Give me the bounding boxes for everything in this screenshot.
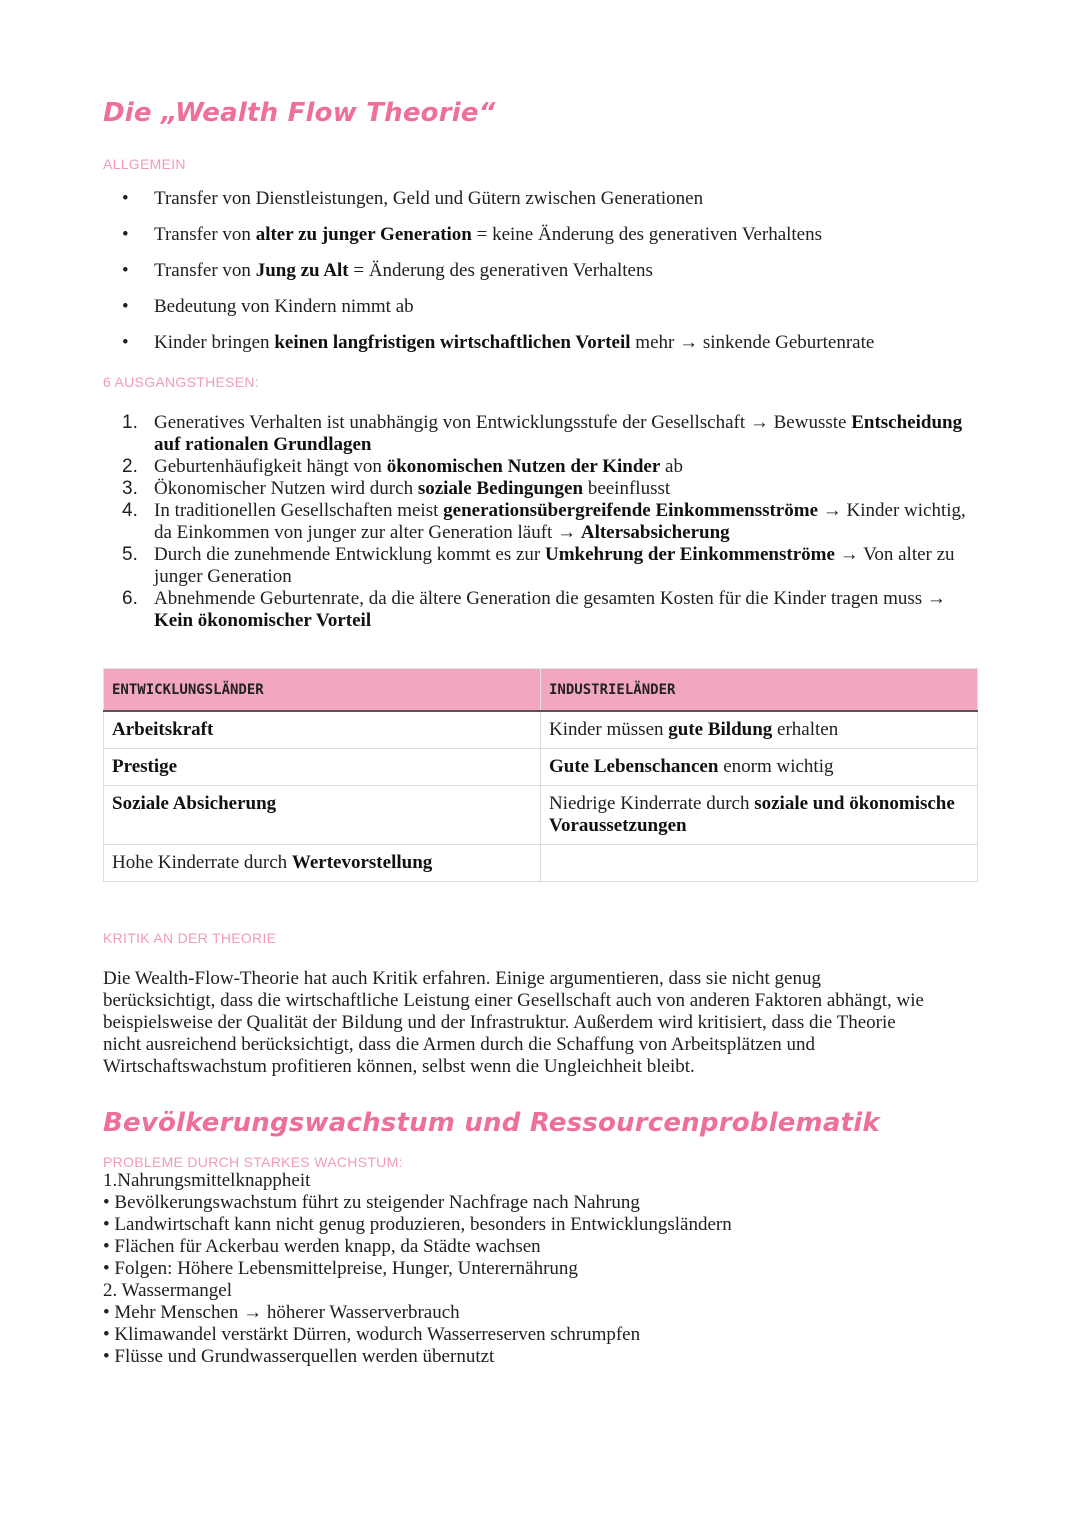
header-entwicklungslaender: ENTWICKLUNGSLÄNDER: [104, 669, 541, 712]
bold-text: keinen langfristigen wirtschaftlichen Vorteil: [274, 332, 631, 353]
document-page: [103, 98, 978, 1368]
text-span: Transfer von: [154, 224, 256, 245]
text-span: Transfer von: [154, 260, 256, 281]
problem-line: • Flächen für Ackerbau werden knapp, da Städte wachsen: [103, 1236, 541, 1257]
table-cell: [541, 845, 978, 882]
problem-line: 1.Nahrungsmittelknappheit: [103, 1170, 311, 1191]
problem-line: • Klimawandel verstärkt Dürren, wodurch Wasserreserven schrumpfen: [103, 1324, 641, 1345]
list-item: [103, 478, 978, 500]
list-item: [103, 544, 978, 588]
list-number: 1.: [122, 412, 138, 433]
table-cell: [541, 749, 978, 786]
paragraph-line: Die Wealth-Flow-Theorie hat auch Kritik erfahren. Einige argumentieren, dass sie nicht genug: [103, 968, 821, 989]
table-cell: [104, 845, 541, 882]
list-item: [103, 332, 978, 368]
list-item: [103, 224, 978, 260]
text-span: In traditionellen Gesellschaften meist: [154, 500, 444, 521]
bold-text: alter zu junger Generation: [255, 224, 472, 245]
text-span: ab: [660, 456, 683, 477]
text-span: Kinder bringen: [154, 332, 275, 353]
paragraph-line: berücksichtigt, dass die wirtschaftliche Leistung einer Gesellschaft auch von anderen Faktoren abhängt, wie: [103, 990, 924, 1011]
text-span: enorm wichtig: [718, 756, 834, 777]
text-span: Ökonomischer Nutzen wird durch: [154, 478, 418, 499]
text-span: Bedeutung von Kindern nimmt ab: [154, 296, 414, 317]
title-wealth-flow: Die „Wealth Flow Theorie“: [103, 98, 496, 128]
text-span: Transfer von Dienstleistungen, Geld und Gütern zwischen Generationen: [154, 188, 704, 209]
table-cell: [104, 786, 541, 845]
list-item: [103, 456, 978, 478]
list-number: 5.: [122, 544, 138, 565]
bold-text: Entscheidung auf rationalen Grundlagen: [154, 412, 963, 455]
list-item: [103, 500, 978, 544]
text-span: = Änderung des generativen Verhaltens: [348, 260, 653, 281]
label-kritik: KRITIK AN DER THEORIE: [103, 930, 277, 946]
list-item: [103, 260, 978, 296]
list-number: 4.: [122, 500, 138, 521]
text-span: = keine Änderung des generativen Verhaltens: [471, 224, 823, 245]
table-row: [104, 786, 978, 845]
table-cell: [104, 749, 541, 786]
comparison-table: [103, 668, 978, 882]
text-span: Kinder müssen: [549, 719, 669, 740]
bold-text: Altersabsicherung: [580, 522, 730, 543]
bold-text: → Kein ökonomischer Vorteil: [154, 588, 946, 631]
paragraph-line: Wirtschaftswachstum profitieren können, selbst wenn die Ungleichheit bleibt.: [103, 1056, 695, 1077]
bold-text: gute Bildung: [668, 719, 773, 740]
label-probleme: PROBLEME DURCH STARKES WACHSTUM:: [103, 1154, 403, 1170]
bold-text: ökonomischen Nutzen der Kinder: [386, 456, 661, 477]
bold-text: Wertevorstellung: [291, 852, 433, 873]
allgemein-list: [103, 188, 978, 368]
text-span: → Kinder wichtig, da Einkommen von junger zur alter Generation läuft →: [154, 500, 966, 543]
table-row: [104, 749, 978, 786]
kritik-paragraph: [103, 968, 978, 1078]
list-number: 2.: [122, 456, 138, 477]
bold-text: Gute Lebenschancen: [549, 756, 719, 777]
problem-line: 2. Wassermangel: [103, 1280, 232, 1301]
paragraph-line: nicht ausreichend berücksichtigt, dass die Armen durch die Schaffung von Arbeitsplätzen und: [103, 1034, 815, 1055]
problem-line: • Mehr Menschen → höherer Wasserverbrauch: [103, 1302, 460, 1323]
text-span: erhalten: [772, 719, 839, 740]
text-span: → Von alter zu junger Generation: [154, 544, 955, 587]
problem-line: • Folgen: Höhere Lebensmittelpreise, Hunger, Unterernährung: [103, 1258, 578, 1279]
problem-line: • Flüsse und Grundwasserquellen werden übernutzt: [103, 1346, 495, 1367]
list-item: [103, 412, 978, 456]
bold-text: Jung zu Alt: [255, 260, 349, 281]
list-number: 3.: [122, 478, 138, 499]
bold-text: Prestige: [112, 756, 178, 777]
bold-text: Umkehrung der Einkommenströme: [544, 544, 835, 565]
list-item: [103, 588, 978, 632]
bold-text: soziale Bedingungen: [417, 478, 584, 499]
bold-text: Arbeitskraft: [112, 719, 214, 740]
text-span: mehr → sinkende Geburtenrate: [630, 332, 875, 353]
text-span: Abnehmende Geburtenrate, da die ältere Generation die gesamten Kosten für die Kinder tragen muss: [154, 588, 927, 609]
bold-text: generationsübergreifende Einkommensströme: [443, 500, 819, 521]
text-span: Geburtenhäufigkeit hängt von: [154, 456, 387, 477]
table-cell: [541, 786, 978, 845]
table-row: [104, 711, 978, 749]
problem-line: • Bevölkerungswachstum führt zu steigender Nachfrage nach Nahrung: [103, 1192, 640, 1213]
table-cell: [541, 711, 978, 749]
list-item: [103, 188, 978, 224]
text-span: Durch die zunehmende Entwicklung kommt es zur: [154, 544, 545, 565]
table-header-row: [104, 669, 978, 712]
list-item: [103, 296, 978, 332]
table-cell: [104, 711, 541, 749]
probleme-list: [103, 1170, 978, 1368]
problem-line: • Landwirtschaft kann nicht genug produzieren, besonders in Entwicklungsländern: [103, 1214, 732, 1235]
label-ausgangsthesen: 6 AUSGANGSTHESEN:: [103, 374, 260, 390]
text-span: Niedrige Kinderrate durch: [549, 793, 755, 814]
header-industrielaender: INDUSTRIELÄNDER: [541, 669, 978, 712]
label-allgemein: ALLGEMEIN: [103, 156, 186, 172]
title-bevoelkerungswachstum: Bevölkerungswachstum und Ressourcenproblematik: [103, 1108, 880, 1138]
text-span: Hohe Kinderrate durch: [112, 852, 292, 873]
table-row: [104, 845, 978, 882]
text-span: Generatives Verhalten ist unabhängig von Entwicklungsstufe der Gesellschaft → Bewusste: [154, 412, 852, 433]
text-span: beeinflusst: [583, 478, 671, 499]
bold-text: Soziale Absicherung: [112, 793, 277, 814]
paragraph-line: beispielsweise der Qualität der Bildung und der Infrastruktur. Außerdem wird kritisiert, dass die Theorie: [103, 1012, 896, 1033]
bold-text: soziale und ökonomische Voraussetzungen: [549, 793, 955, 836]
list-number: 6.: [122, 588, 138, 609]
thesen-list: [103, 412, 978, 632]
